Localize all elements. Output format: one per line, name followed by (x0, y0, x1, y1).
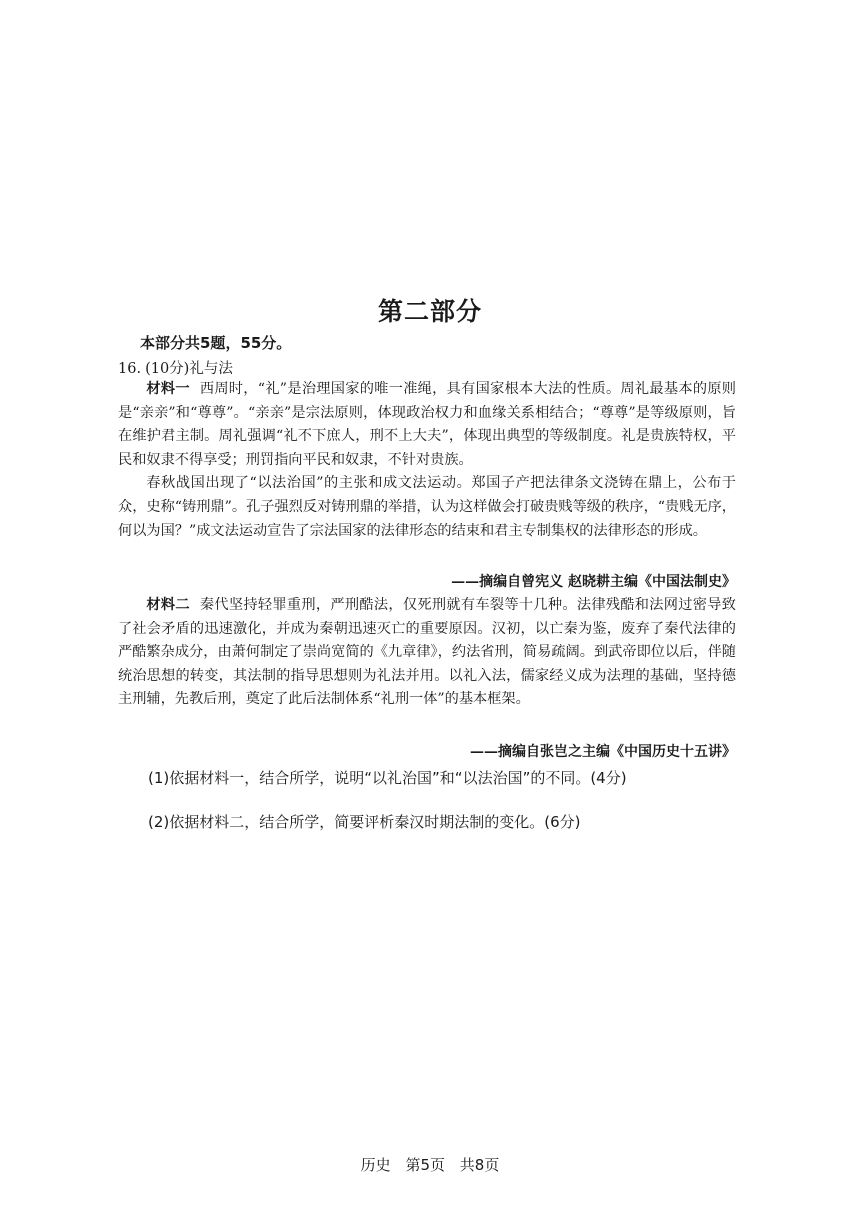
footer-total-pages: 共8页 (459, 1156, 500, 1174)
material-two (118, 594, 736, 712)
section-intro: 本部分共5题，55分。 (140, 334, 292, 352)
material-two-text: 秦代坚持轻罪重刑，严刑酷法，仅死刑就有车裂等十几种。法律残酷和法网过密导致了社会矛盾的迅速激化，并成为秦朝迅速灭亡的重要原因。汉初，以亡秦为鉴，废弃了秦代法律的严酷繁杂成分，由萧何制定了崇尚宽简的《九章律》，约法省刑，简易疏阔。到武帝即位以后，伴随统治思想的转变，其法制的指导思想则为礼法并用。以礼入法，儒家经义成为法理的基础，坚持德主刑辅，先教后刑，奠定了此后法制体系“礼刑一体”的基本框架。 (118, 597, 736, 708)
section-title: 第二部分 (377, 297, 482, 326)
material-one-source: ——摘编自曾宪义 赵晓耕主编《中国法制史》 (451, 574, 736, 590)
footer-subject: 历史 (360, 1156, 391, 1174)
material-one-label: 材料一 (146, 381, 190, 397)
material-one (118, 378, 736, 543)
sub-question-2: (2)依据材料二，结合所学，简要评析秦汉时期法制的变化。(6分) (148, 813, 581, 831)
question-number: 16. (118, 361, 142, 377)
material-two-paragraph (118, 594, 736, 712)
material-one-paragraph-2 (118, 472, 736, 543)
material-two-source: ——摘编自张岂之主编《中国历史十五讲》 (470, 744, 736, 760)
sub-question-1: (1)依据材料一，结合所学，说明“以礼治国”和“以法治国”的不同。(4分) (148, 769, 627, 787)
footer-page-number: 第5页 (405, 1156, 445, 1174)
page-footer (0, 1154, 860, 1175)
question-heading (118, 357, 233, 378)
material-one-text-1: 西周时，“礼”是治理国家的唯一准绳，具有国家根本大法的性质。周礼最基本的原则是“亲亲”和“尊尊”。“亲亲”是宗法原则，体现政治权力和血缘关系相结合；“尊尊”是等级原则，旨在维护君主制。周礼强调“礼不下庶人，刑不上大夫”，体现出典型的等级制度。礼是贵族特权，平民和奴隶不得享受；刑罚指向平民和奴隶，不针对贵族。 (118, 381, 736, 468)
question-title: (10分)礼与法 (145, 361, 233, 377)
material-one-paragraph-1 (118, 378, 736, 472)
material-two-label: 材料二 (146, 597, 190, 613)
material-one-text-2: 春秋战国出现了“以法治国”的主张和成文法运动。郑国子产把法律条文浇铸在鼎上，公布于众，史称“铸刑鼎”。孔子强烈反对铸刑鼎的举措，认为这样做会打破贵贱等级的秩序，“贵贱无序，何以为国？”成文法运动宣告了宗法国家的法律形态的结束和君主专制集权的法律形态的形成。 (118, 475, 736, 539)
